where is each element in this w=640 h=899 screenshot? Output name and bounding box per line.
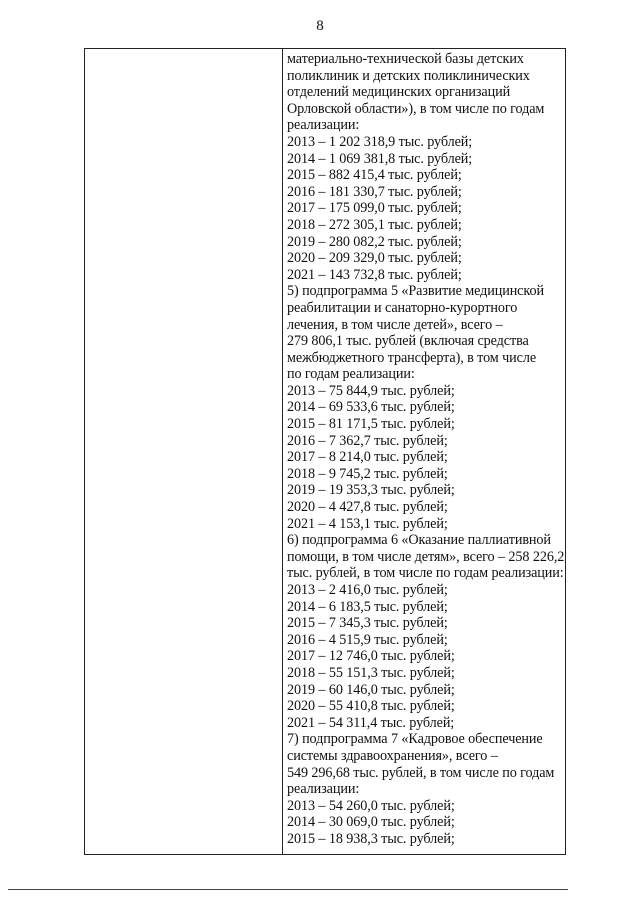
text-line: 2016 – 7 362,7 тыс. рублей;: [287, 432, 448, 449]
text-line: 2016 – 4 515,9 тыс. рублей;: [287, 631, 448, 648]
text-line: 2013 – 2 416,0 тыс. рублей;: [287, 582, 448, 598]
text-line: 2019 – 60 146,0 тыс. рублей;: [287, 681, 455, 698]
text-line: 2013 – 1 202 318,9 тыс. рублей;: [287, 133, 473, 150]
text-line: 2020 – 4 427,8 тыс. рублей;: [287, 499, 448, 516]
text-line: 2015 – 18 938,3 тыс. рублей;: [287, 830, 455, 847]
text-line: реализации:: [287, 781, 360, 798]
text-line: 2018 – 9 745,2 тыс. рублей;: [287, 465, 448, 482]
text-line: 2015 – 882 415,4 тыс. рублей;: [287, 167, 462, 184]
text-line: 2019 – 19 353,3 тыс. рублей;: [287, 482, 455, 499]
text-line: 2013 – 75 844,9 тыс. рублей;: [287, 382, 455, 399]
table-right-cell: [283, 49, 565, 854]
text-line: помощи, в том числе детям», всего – 258 226,2: [287, 548, 565, 565]
text-line: 2017 – 175 099,0 тыс. рублей;: [287, 200, 462, 217]
text-line: Орловской области»), в том числе по годам: [287, 100, 545, 117]
table-left-cell: [85, 49, 283, 854]
text-line: 2015 – 81 171,5 тыс. рублей;: [287, 416, 455, 433]
text-line: 2013 – 54 260,0 тыс. рублей;: [287, 797, 455, 814]
text-line: 2021 – 54 311,4 тыс. рублей;: [287, 714, 455, 731]
text-line: 2020 – 209 329,0 тыс. рублей;: [287, 250, 462, 267]
text-line: поликлиник и детских поликлинических: [287, 67, 530, 84]
text-line: отделений медицинских организаций: [287, 84, 511, 101]
text-line: 2020 – 55 410,8 тыс. рублей;: [287, 698, 455, 715]
text-line: тыс. рублей, в том числе по годам реализации:: [287, 565, 564, 582]
text-line: межбюджетного трансферта), в том числе: [287, 349, 537, 366]
page-number: 8: [316, 18, 324, 34]
text-line: 549 296,68 тыс. рублей, в том числе по годам: [287, 764, 555, 781]
text-line: 2017 – 8 214,0 тыс. рублей;: [287, 449, 448, 466]
funding-table: [84, 48, 566, 855]
text-line: 2021 – 4 153,1 тыс. рублей;: [287, 515, 448, 532]
text-line: 279 806,1 тыс. рублей (включая средства: [287, 333, 529, 350]
text-line: реабилитации и санаторно-курортного: [287, 299, 518, 316]
text-line: 2016 – 181 330,7 тыс. рублей;: [287, 183, 462, 200]
text-line: 2014 – 30 069,0 тыс. рублей;: [287, 814, 455, 831]
text-line: 6) подпрограмма 6 «Оказание паллиативной: [287, 532, 551, 549]
text-line: 2017 – 12 746,0 тыс. рублей;: [287, 648, 455, 665]
footer-rule: [8, 889, 568, 890]
text-line: 2018 – 272 305,1 тыс. рублей;: [287, 216, 462, 233]
text-line: 5) подпрограмма 5 «Развитие медицинской: [287, 283, 544, 300]
text-line: системы здравоохранения», всего –: [287, 747, 498, 764]
text-line: 2014 – 1 069 381,8 тыс. рублей;: [287, 150, 473, 167]
text-line: 2015 – 7 345,3 тыс. рублей;: [287, 615, 448, 632]
text-line: 2014 – 6 183,5 тыс. рублей;: [287, 598, 448, 615]
text-line: 2019 – 280 082,2 тыс. рублей;: [287, 233, 462, 250]
text-line: 2021 – 143 732,8 тыс. рублей;: [287, 266, 462, 283]
text-line: 2014 – 69 533,6 тыс. рублей;: [287, 399, 455, 416]
text-line: материально-технической базы детских: [287, 51, 524, 67]
text-line: по годам реализации:: [287, 366, 415, 383]
text-line: 2018 – 55 151,3 тыс. рублей;: [287, 664, 455, 681]
text-line: 7) подпрограмма 7 «Кадровое обеспечение: [287, 731, 543, 748]
text-line: лечения, в том числе детей», всего –: [287, 316, 503, 333]
text-line: реализации:: [287, 117, 360, 134]
